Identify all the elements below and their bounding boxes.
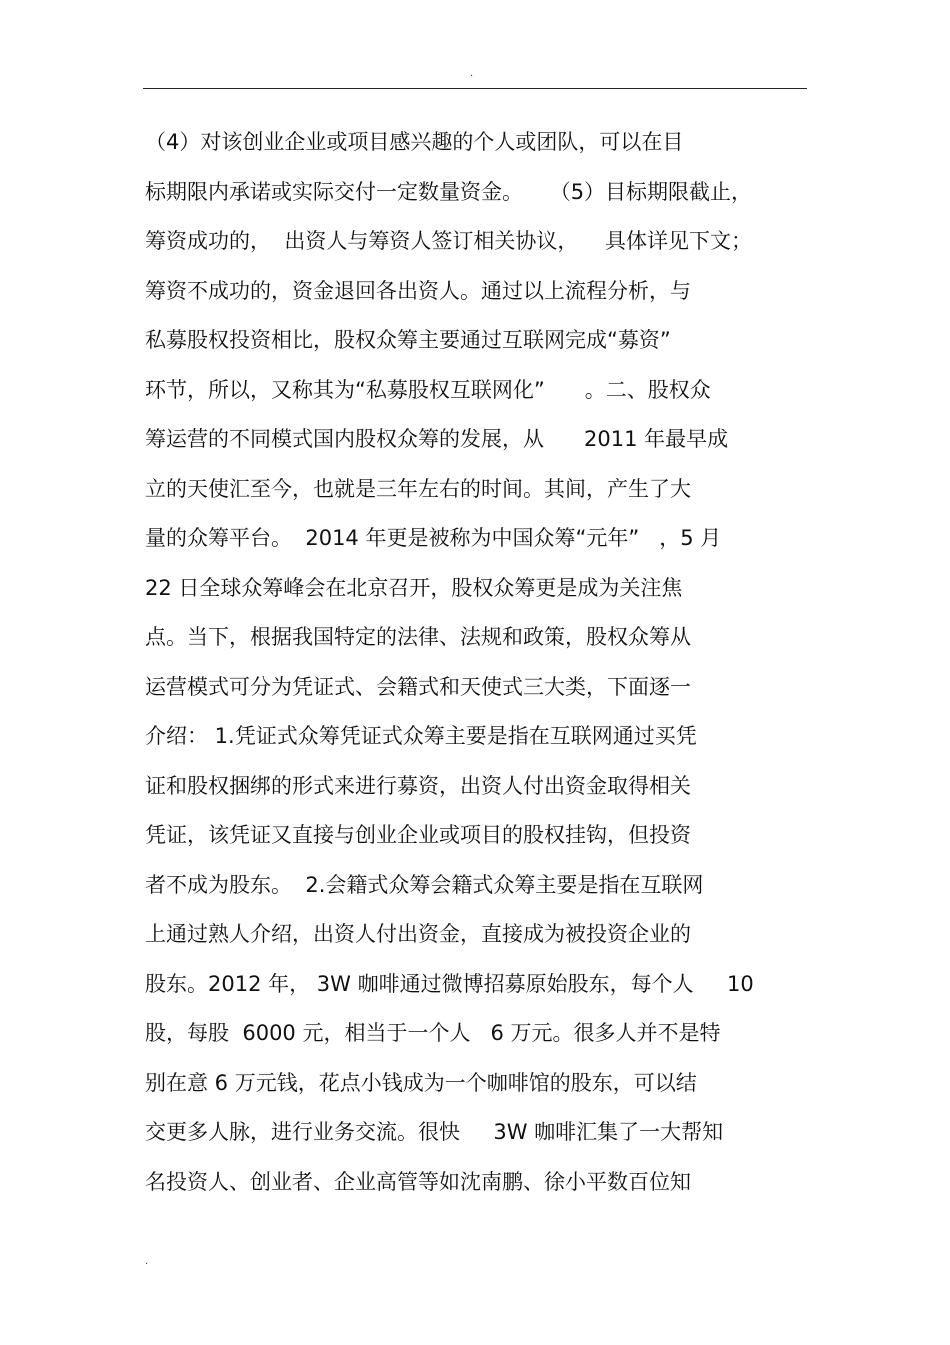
- text-line-9: 量的众筹平台。 2014 年更是被称为中国众筹“元年” ，5 月: [145, 526, 722, 550]
- text-line-12: 运营模式可分为凭证式、会籍式和天使式三大类，下面逐一: [145, 674, 691, 699]
- text-line-19: 股，每股 6000 元，相当于一个人 6 万元。很多人并不是特: [145, 1021, 721, 1045]
- text-line-3: 筹资成功的， 出资人与筹资人签订相关协议， 具体详见下文；: [145, 229, 753, 253]
- header-mark: .: [470, 68, 474, 79]
- footer-mark: .: [145, 1256, 149, 1267]
- text-line-10: 22 日全球众筹峰会在北京召开，股权众筹更是成为关注焦: [145, 575, 683, 600]
- text-line-22: 名投资人、创业者、企业高管等如沈南鹏、徐小平数百位知: [145, 1169, 691, 1194]
- text-line-15: 凭证，该凭证又直接与创业企业或项目的股权挂钩，但投资: [145, 823, 691, 847]
- text-line-4: 筹资不成功的，资金退回各出资人。通过以上流程分析，与: [145, 278, 691, 303]
- text-line-1: （4）对该创业企业或项目感兴趣的个人或团队，可以在目: [145, 130, 684, 154]
- text-line-7: 筹运营的不同模式国内股权众筹的发展，从 2011 年最早成: [145, 427, 729, 451]
- text-line-5: 私募股权投资相比，股权众筹主要通过互联网完成“募资”: [145, 328, 671, 352]
- text-line-14: 证和股权捆绑的形式来进行募资，出资人付出资金取得相关: [145, 773, 691, 798]
- text-line-2: 标期限内承诺或实际交付一定数量资金。 （5）目标期限截止，: [145, 179, 753, 204]
- text-line-20: 别在意 6 万元钱，花点小钱成为一个咖啡馆的股东，可以结: [145, 1070, 697, 1095]
- text-line-21: 交更多人脉，进行业务交流。很快 3W 咖啡汇集了一大帮知: [145, 1120, 724, 1144]
- text-line-18: 股东。2012 年， 3W 咖啡通过微博招募原始股东，每个人 10: [145, 971, 754, 996]
- text-line-13: 介绍： 1.凭证式众筹凭证式众筹主要是指在互联网通过买凭: [145, 724, 697, 748]
- text-line-11: 点。当下，根据我国特定的法律、法规和政策，股权众筹从: [145, 625, 691, 649]
- header-rule: [143, 88, 807, 89]
- text-line-17: 上通过熟人介绍，出资人付出资金，直接成为被投资企业的: [145, 922, 691, 946]
- text-line-8: 立的天使汇至今，也就是三年左右的时间。其间，产生了大: [145, 476, 691, 501]
- text-line-6: 环节，所以，又称其为“私募股权互联网化” 。二、股权众: [145, 377, 711, 402]
- text-line-16: 者不成为股东。 2.会籍式众筹会籍式众筹主要是指在互联网: [145, 872, 704, 897]
- document-body: [145, 122, 809, 1211]
